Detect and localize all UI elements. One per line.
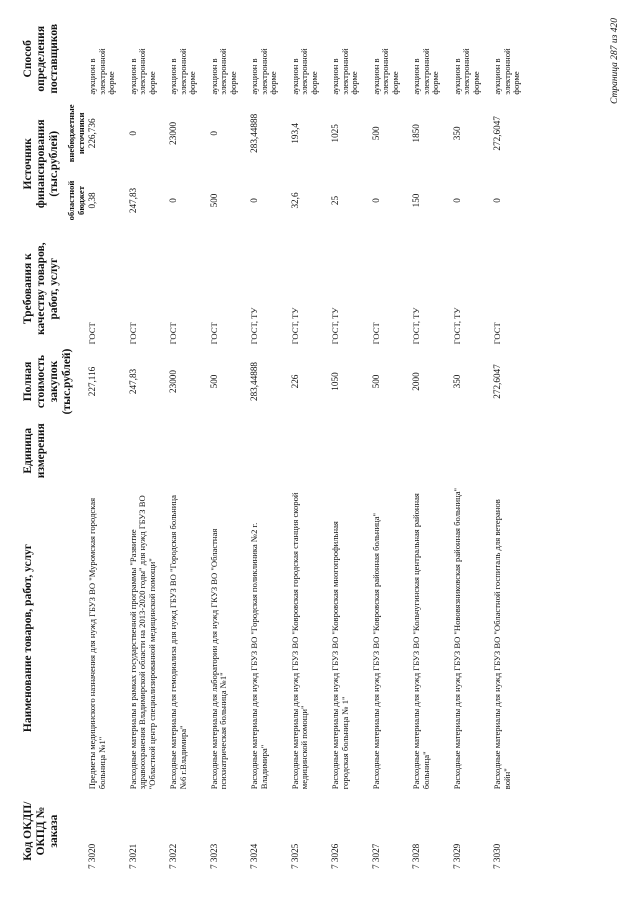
row-method: аукцион в электронной форме: [87, 48, 117, 95]
row-method: аукцион в электронной форме: [249, 48, 279, 95]
row-code: 7 3024: [249, 843, 260, 869]
row-unit: [331, 417, 372, 485]
header-source: Источник финансирования (тыс.рублей): [22, 119, 60, 209]
row-method: аукцион в электронной форме: [370, 48, 400, 95]
row-regional: 0: [492, 198, 503, 203]
table-row: [250, 21, 291, 871]
header-source-regional: областной бюджет: [66, 180, 86, 221]
row-requirements: ГОСТ: [127, 322, 138, 345]
row-name: Расходные материалы для нужд ГБУЗ ВО "Городская поликлиника №2 г. Владимира": [249, 522, 269, 790]
row-total: 350: [451, 374, 462, 389]
table-row: [493, 21, 534, 871]
header-unit: Единица измерения: [22, 423, 47, 479]
row-total: 500: [208, 374, 219, 389]
table-row: [210, 21, 251, 871]
row-method: аукцион в электронной форме: [289, 48, 319, 95]
row-requirements: ГОСТ, ТУ: [289, 307, 300, 345]
row-total: 2000: [411, 372, 422, 391]
row-method: аукцион в электронной форме: [168, 48, 198, 95]
row-code: 7 3021: [127, 843, 138, 869]
row-name: Предметы медицинского назначения для нужд ГБУЗ ВО "Муромская городская больница №1": [87, 497, 107, 790]
row-total: 500: [370, 374, 381, 389]
row-name: Расходные материалы для нужд ГБУЗ ВО "Нововязниковская районная больница": [451, 487, 462, 790]
table-row: [88, 21, 129, 871]
row-total: 227,116: [87, 366, 98, 397]
row-total: 226: [289, 374, 300, 389]
row-extra: 0: [127, 131, 138, 136]
row-name: Расходные материалы для гемодиализа для нужд ГБУЗ ВО "Городская больница №6 г.Владимира": [168, 495, 188, 790]
row-code: 7 3030: [492, 843, 503, 869]
row-extra: 283,44888: [249, 113, 260, 153]
row-extra: 0: [208, 131, 219, 136]
row-requirements: ГОСТ: [492, 322, 503, 345]
row-requirements: ГОСТ, ТУ: [330, 307, 341, 345]
row-code: 7 3028: [411, 843, 422, 869]
table-row: [331, 21, 372, 871]
row-code: 7 3022: [168, 843, 179, 869]
table-row: [412, 21, 453, 871]
table-row: [129, 21, 170, 871]
row-extra: 500: [370, 126, 381, 141]
row-requirements: ГОСТ, ТУ: [411, 307, 422, 345]
row-extra: 1850: [411, 124, 422, 143]
row-extra: 1025: [330, 124, 341, 143]
row-method: аукцион в электронной форме: [208, 48, 238, 95]
row-name: Расходные материалы для нужд ГБУЗ ВО "Областной госпиталь для ветеранов войн": [492, 499, 512, 790]
row-regional: 500: [208, 193, 219, 208]
row-code: 7 3023: [208, 843, 219, 869]
row-total: 23000: [168, 370, 179, 393]
row-code: 7 3020: [87, 843, 98, 869]
row-name: Расходные материалы в рамках государственной программы "Развитие здравоохранения Владимирской области на 2013-2020 годы" для нужд ГБУЗ ВО "Областной центр специализированной медицинской помощи": [127, 495, 157, 790]
row-extra: 23000: [168, 121, 179, 145]
row-name: Расходные материалы для нужд ГБУЗ ВО "Ковровская многопрофильная городская больница № 1": [330, 521, 350, 790]
row-total: 283,44888: [249, 361, 260, 402]
row-unit: [493, 417, 534, 485]
row-regional: 0,38: [87, 192, 98, 209]
table-body: [88, 21, 534, 871]
row-unit: [129, 417, 170, 485]
row-requirements: ГОСТ, ТУ: [249, 307, 260, 345]
page-number: Страница 287 из 420: [610, 18, 620, 104]
procurement-table: [20, 21, 534, 871]
row-regional: 0: [370, 198, 381, 203]
row-regional: 150: [411, 193, 422, 208]
row-code: 7 3026: [330, 843, 341, 869]
header-code: Код ОКДП/ ОКПД № заказа: [22, 801, 60, 861]
row-method: аукцион в электронной форме: [411, 48, 441, 95]
row-code: 7 3025: [289, 843, 300, 869]
table-row: [169, 21, 210, 871]
row-requirements: ГОСТ: [370, 322, 381, 345]
row-method: аукцион в электронной форме: [127, 48, 157, 95]
row-name: Расходные материалы для нужд ГБУЗ ВО "Ковровская районная больница": [370, 513, 381, 790]
header-method: Способ определения поставщиков: [22, 23, 60, 94]
table-row: [291, 21, 332, 871]
row-name: Расходные материалы для нужд ГБУЗ ВО "Ковровская городская станция скорой медицинской помощи": [289, 492, 310, 790]
row-unit: [291, 417, 332, 485]
row-unit: [88, 417, 129, 485]
header-source-extra: внебюджетные источники: [66, 104, 86, 163]
table-row: [453, 21, 494, 871]
row-requirements: ГОСТ: [168, 322, 179, 345]
table-header: [20, 21, 88, 871]
row-regional: 25: [330, 195, 341, 206]
row-extra: 226,736: [87, 118, 98, 149]
row-requirements: ГОСТ: [87, 322, 98, 345]
row-requirements: ГОСТ, ТУ: [451, 307, 462, 345]
row-regional: 0: [168, 198, 179, 203]
row-unit: [250, 417, 291, 485]
row-code: 7 3027: [370, 843, 381, 869]
header-requirements: Требования к качеству товаров, работ, услуг: [22, 242, 60, 335]
row-regional: 0: [249, 198, 260, 203]
row-unit: [453, 417, 494, 485]
row-method: аукцион в электронной форме: [330, 48, 360, 95]
row-total: 247,83: [127, 368, 138, 395]
row-extra: 350: [451, 126, 462, 141]
header-name: Наименование товаров, работ, услуг: [22, 544, 34, 733]
header-total: Полная стоимость закупок (тыс.рублей): [22, 348, 73, 415]
row-requirements: ГОСТ: [208, 322, 219, 345]
row-regional: 32,6: [289, 192, 300, 209]
row-unit: [412, 417, 453, 485]
row-extra: 272,6047: [492, 116, 503, 151]
row-method: аукцион в электронной форме: [492, 48, 522, 95]
row-total: 272,6047: [492, 364, 503, 399]
table-row: [372, 21, 413, 871]
row-unit: [210, 417, 251, 485]
row-method: аукцион в электронной форме: [451, 48, 481, 95]
row-total: 1050: [330, 372, 341, 391]
row-unit: [372, 417, 413, 485]
row-name: Расходные материалы для нужд ГБУЗ ВО "Кольчугинская центральная районная больница": [411, 493, 431, 790]
row-code: 7 3029: [451, 843, 462, 869]
row-regional: 0: [451, 198, 462, 203]
row-unit: [169, 417, 210, 485]
row-extra: 193,4: [289, 123, 300, 144]
row-name: Расходные материалы для лаборатории для нужд ГКУЗ ВО "Областная психиатрическая больница №1": [208, 528, 229, 790]
row-regional: 247,83: [127, 187, 138, 214]
